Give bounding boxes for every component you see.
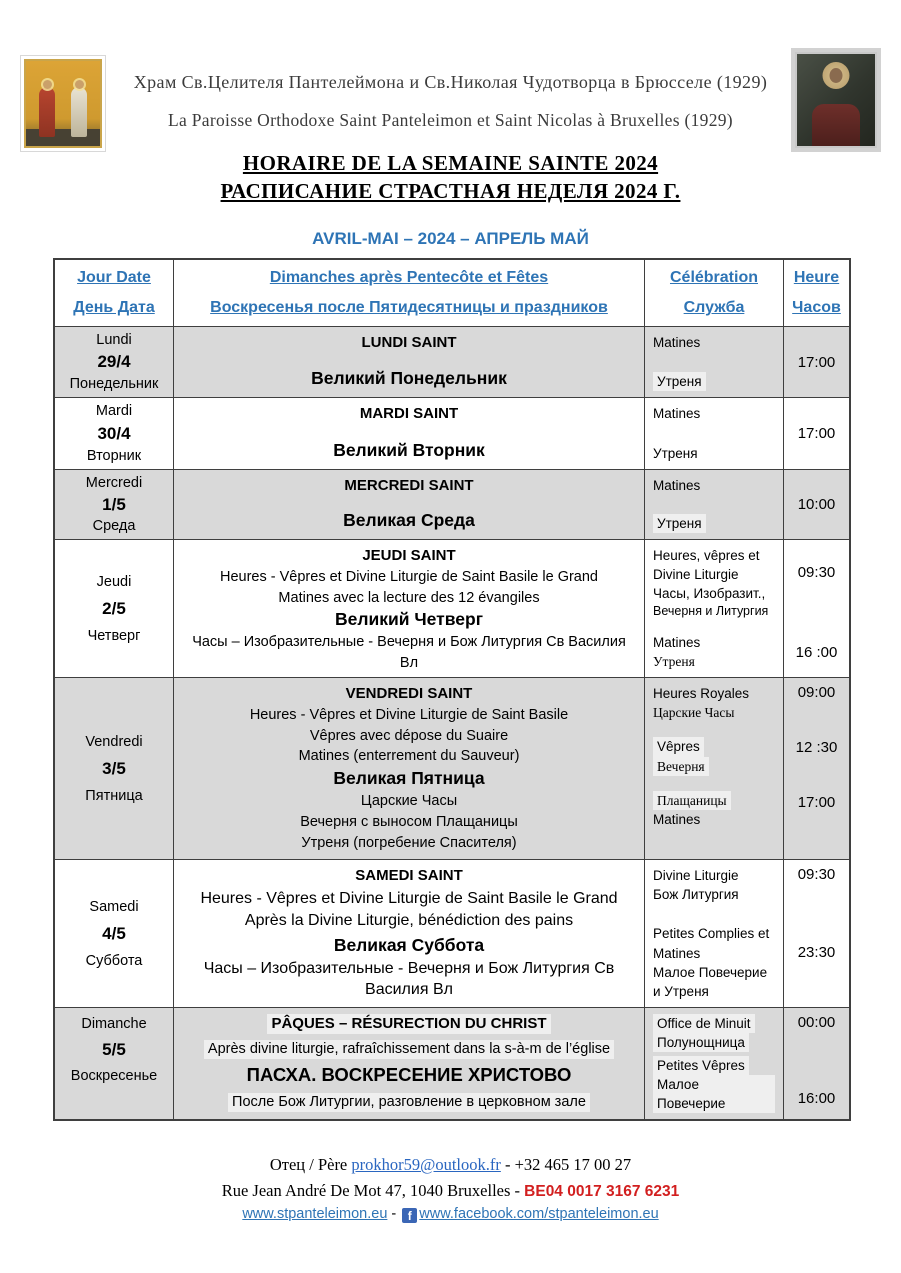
icon-artwork-left [24,59,102,148]
event-line [182,1092,636,1113]
celebration-line [653,584,775,603]
time-cell [784,1008,849,1119]
celebration-line [653,791,775,810]
table-header-row [55,260,849,327]
table-row [55,1008,849,1119]
event-cell [174,1008,645,1119]
event-line [182,833,636,854]
celebration-line-text: Вечерня и Литургия [653,604,769,619]
celebration-line [653,1014,775,1033]
column-header-hour-ru: Часов [792,299,841,316]
event-line [182,934,636,958]
celebration-line [653,885,775,904]
day-cell [55,470,174,539]
celebration-cell [645,860,784,1007]
event-line-text: Царские Часы [360,792,458,809]
event-line [182,567,636,588]
celebration-block [653,1056,775,1113]
event-line [182,674,636,677]
time-value: 09:30 [797,564,836,581]
event-cell [174,327,645,397]
day-date: 4/5 [102,923,126,943]
celebration-line-text: Vêpres [653,737,704,756]
time-cell [784,398,849,469]
column-header-hour-fr: Heure [793,269,840,286]
time-value: 10:00 [797,496,836,513]
celebration-line [653,603,775,621]
event-line-text: Après divine liturgie, rafraîchissement dans la s-à-m de l’église [204,1040,614,1059]
day-cell [55,540,174,677]
celebration-block [653,633,775,671]
event-line-text: Часы – Изобразительные - Вечерня и Бож Литургия Св Василия Вл [203,960,615,999]
footer-links-line [0,1206,901,1223]
time-value: 17:00 [797,425,836,442]
celebration-line-text: Полунощница [653,1033,749,1052]
celebration-cell [645,470,784,539]
facebook-link[interactable]: www.facebook.com/stpanteleimon.eu [419,1206,659,1222]
event-line [182,726,636,747]
event-line [182,746,636,767]
celebration-line [653,372,775,391]
day-cell [55,1008,174,1119]
celebration-line [653,652,775,671]
time-value: 00:00 [797,1014,836,1031]
event-line-text [292,676,526,677]
event-line-text: SAMEDI SAINT [355,867,463,884]
event-line [182,333,636,354]
event-cell [174,470,645,539]
day-name-ru: Суббота [85,952,143,969]
event-line [182,588,636,609]
celebration-line-text: Heures Royales [653,686,750,701]
celebration-line-text: Divine Liturgie [653,868,739,883]
page-title-french: HORAIRE DE LA SEMAINE SAINTE 2024 [242,151,659,175]
celebration-block [653,333,775,352]
event-cell [174,860,645,1007]
celebration-line [653,476,775,495]
celebration-cell [645,327,784,397]
celebration-block [653,737,775,775]
celebration-line [653,924,775,962]
time-cell [784,470,849,539]
celebration-line-text: Matines [653,335,701,350]
event-line-text: Вечерня с выносом Плащаницы [300,813,518,830]
time-value: 17:00 [797,794,836,811]
day-cell [55,860,174,1007]
time-value: 16:00 [797,1090,836,1107]
day-cell [55,327,174,397]
celebration-line-text: Petites Vêpres [653,1056,749,1075]
celebration-cell [645,540,784,677]
celebration-cell [645,678,784,859]
footer-address: Rue Jean André De Mot 47, 1040 Bruxelles - [221,1181,525,1200]
celebration-block [653,372,775,391]
event-line-text: Великая Суббота [333,934,485,955]
table-body [55,327,849,1119]
event-line-text: Heures - Vêpres et Divine Liturgie de Saint Basile le Grand [200,889,618,907]
celebration-line-text: Heures, vêpres et Divine Liturgie [653,548,760,583]
celebration-line-text: Утреня [653,372,706,391]
event-line [182,791,636,812]
celebration-line-text: Matines [653,634,701,650]
day-name-ru: Вторник [86,448,142,464]
column-header-hour [784,260,849,326]
column-header-program-fr: Dimanches après Pentecôte et Fêtes [269,269,549,286]
celebration-line [653,633,775,652]
column-header-day [55,260,174,326]
footer-contact-line [0,1155,901,1175]
celebration-line-text: Petites Complies et Matines [653,926,770,961]
event-line-text: Часы – Изобразительные - Вечерня и Бож Литургия Св Василия Вл [192,634,626,671]
time-cell [784,678,849,859]
celebration-block [653,514,775,533]
event-line-text: Après la Divine Liturgie, bénédiction des pains [244,912,574,930]
time-value: 16 :00 [795,644,838,661]
day-name-fr: Vendredi [85,733,143,750]
facebook-icon[interactable]: f [402,1208,417,1223]
table-row [55,540,849,678]
event-line [182,705,636,726]
celebration-block [653,1014,775,1052]
column-header-program [174,260,645,326]
table-row [55,398,849,470]
time-value: 09:00 [797,684,836,701]
column-header-celebration [645,260,784,326]
celebration-line-text: Царские Часы [653,705,735,721]
celebration-line-text: Утреня [653,445,698,461]
celebration-line [653,1033,775,1052]
event-line [182,684,636,705]
celebration-block [653,866,775,904]
event-line-text: Великая Среда [343,510,475,531]
time-value: 17:00 [797,353,836,371]
time-cell [784,540,849,677]
event-line [182,767,636,791]
event-line-text: ПАСХА. ВОСКРЕСЕНИЕ ХРИСТОВО [246,1064,572,1086]
event-line [182,1063,636,1088]
event-line-text: Великий Вторник [333,440,485,461]
column-header-program-ru: Воскресенья после Пятидесятницы и праздников [210,299,608,316]
schedule-table [53,258,851,1121]
email-link[interactable]: prokhor59@outlook.fr [351,1155,501,1174]
website-link[interactable]: www.stpanteleimon.eu [242,1206,388,1222]
table-row [55,860,849,1008]
celebration-line-text: Часы, Изобразит., [653,586,766,602]
time-value: 09:30 [797,866,836,883]
celebration-line-text: Плащаницы [653,791,731,810]
celebration-line [653,514,775,533]
event-line-text: Vêpres avec dépose du Suaire [309,727,509,744]
day-date: 5/5 [102,1040,126,1059]
event-line-text: VENDREDI SAINT [345,685,473,702]
celebration-block [653,476,775,495]
event-line [182,1039,636,1060]
celebration-line-text: Matines [653,811,701,827]
day-name-ru: Воскресенье [70,1068,158,1084]
day-name-fr: Jeudi [96,573,132,590]
two-saints-icon [20,55,106,152]
event-line [182,439,636,463]
celebration-line-text: Утреня [653,514,706,533]
celebration-line [653,737,775,756]
day-date: 2/5 [102,598,126,618]
event-line-text: Heures - Vêpres et Divine Liturgie de Saint Basile le Grand [220,568,598,585]
table-row [55,470,849,540]
day-name-ru: Четверг [87,627,141,644]
celebration-line-text: Matines [653,406,701,421]
event-line-text: Matines (enterrement du Sauveur) [298,748,520,765]
day-cell [55,678,174,859]
icon-artwork-right [797,54,875,146]
event-line [182,608,636,632]
celebration-cell [645,1008,784,1119]
celebration-block [653,404,775,423]
time-value: 23:30 [797,944,836,961]
event-line [182,911,636,932]
event-line-text: Matines avec la lecture des 12 évangiles [278,589,540,606]
celebration-line-text: Малое Повечерие и Утреня [653,964,768,999]
celebration-line [653,684,775,703]
celebration-line-text: Утреня [653,653,695,669]
celebration-line [653,404,775,423]
column-header-celebration-fr: Célébration [669,269,758,286]
saint-panteleimon-icon [791,48,881,152]
time-cell [784,327,849,397]
event-cell [174,678,645,859]
celebration-block [653,791,775,829]
event-line-text: Великий Понедельник [311,368,507,389]
day-name-fr: Dimanche [81,1016,147,1032]
event-line-text: LUNDI SAINT [361,334,457,351]
parish-name-french: La Paroisse Orthodoxe Saint Panteleimon et Saint Nicolas à Bruxelles (1929) [168,110,733,130]
day-name-ru: Понедельник [69,376,159,392]
column-header-day-fr: Jour Date [77,269,151,286]
celebration-cell [645,398,784,469]
celebration-line [653,1075,775,1113]
day-cell [55,398,174,469]
event-line [182,476,636,497]
event-line [182,509,636,533]
celebration-line-text: Matines [653,478,701,493]
day-name-fr: Mercredi [85,475,143,491]
footer-separator: - [387,1206,401,1222]
footer-priest-label: Отец / Père [269,1155,352,1174]
celebration-block [653,444,775,463]
celebration-line [653,1056,775,1075]
parish-name-russian: Храм Св.Целителя Пантелеймона и Св.Николая Чудотворца в Брюсселе (1929) [133,72,768,92]
footer-phone: - +32 465 17 00 27 [500,1155,632,1174]
event-line-text: Утреня (погребение Спасителя) [301,834,517,851]
day-date: 1/5 [102,494,126,514]
event-line [182,404,636,425]
event-line-text: MERCREDI SAINT [344,477,474,494]
table-row [55,678,849,860]
event-line [182,959,636,1001]
event-line [182,367,636,391]
time-cell [784,860,849,1007]
day-name-fr: Mardi [95,403,133,419]
event-line-text: PÂQUES – RÉSURECTION DU CHRIST [267,1014,550,1034]
footer-iban: BE04 0017 3167 6231 [524,1183,680,1200]
celebration-line [653,546,775,584]
column-header-day-ru: День Дата [73,299,155,316]
day-date: 3/5 [102,758,126,778]
event-line [182,1014,636,1035]
celebration-line [653,703,775,722]
celebration-block [653,924,775,1001]
month-subtitle: AVRIL-MAI – 2024 – АПРЕЛЬ МАЙ [312,229,589,248]
day-name-fr: Samedi [89,898,139,915]
event-line-text: JEUDI SAINT [362,547,456,564]
celebration-line [653,963,775,1001]
celebration-line-text: Office de Minuit [653,1014,755,1033]
page-title-russian: РАСПИСАНИЕ СТРАСТНАЯ НЕДЕЛЯ 2024 Г. [220,179,681,203]
event-line [182,812,636,833]
celebration-line [653,757,775,776]
day-date: 30/4 [97,423,131,443]
celebration-line [653,810,775,829]
day-date: 29/4 [97,352,131,371]
celebration-line-text: Малое Повечерие [653,1075,775,1113]
celebration-line [653,444,775,463]
event-line-text: Великая Пятница [333,768,485,789]
celebration-line-text: Вечерня [653,757,709,776]
event-cell [174,398,645,469]
day-name-ru: Среда [92,518,136,534]
day-name-ru: Пятница [85,787,143,804]
day-name-fr: Lundi [96,332,132,348]
event-line-text: Heures - Vêpres et Divine Liturgie de Saint Basile [249,706,569,723]
event-line [182,546,636,567]
table-row [55,327,849,398]
footer-address-line [0,1181,901,1201]
event-line [182,889,636,910]
event-line [182,632,636,674]
event-line-text: После Бож Литургии, разговление в церковном зале [228,1093,590,1112]
celebration-block [653,684,775,722]
celebration-block [653,546,775,621]
event-line [182,866,636,887]
celebration-line [653,333,775,352]
column-header-celebration-ru: Служба [683,299,745,316]
celebration-line-text: Бож Литургия [653,887,739,903]
event-cell [174,540,645,677]
event-line-text: Великий Четверг [335,609,483,630]
time-value: 12 :30 [795,739,838,756]
celebration-line [653,866,775,885]
event-line-text: MARDI SAINT [359,405,459,422]
